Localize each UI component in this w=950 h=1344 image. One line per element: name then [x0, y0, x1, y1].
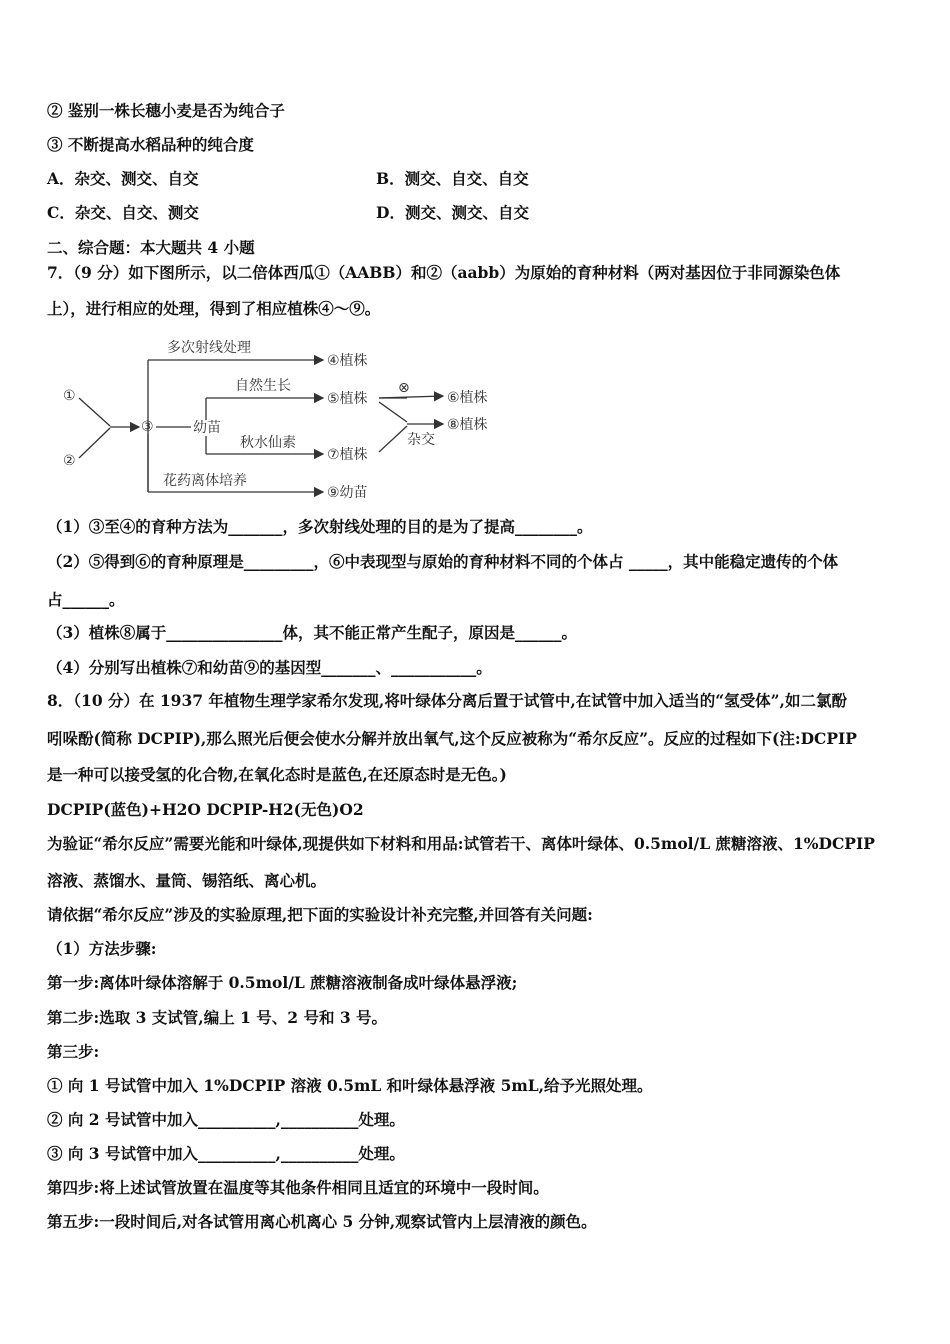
cross-from-7	[379, 426, 407, 452]
plant-4: ④植株	[327, 353, 368, 369]
plant-6: ⑥植株	[447, 390, 488, 406]
q8-step2: 第二步:选取 3 支试管,编上 1 号、2 号和 3 号。	[47, 1008, 388, 1027]
anther-label: 花药离体培养	[163, 473, 247, 489]
q8-step3-3: ③ 向 3 号试管中加入__________,__________处理。	[47, 1144, 405, 1163]
q8-step3: 第三步:	[47, 1042, 100, 1061]
q7-sub1: （1）③至④的育种方法为_______，多次射线处理的目的是为了提高________。	[47, 517, 593, 536]
plant-7: ⑦植株	[327, 447, 368, 463]
link-2	[79, 428, 110, 458]
q8-method-heading: （1）方法步骤:	[47, 939, 157, 958]
seedling-9: ⑨幼苗	[327, 485, 368, 501]
cross-from-5	[379, 402, 407, 422]
node-2: ②	[63, 453, 76, 469]
option-d: D．测交、测交、自交	[376, 203, 529, 222]
natural-label: 自然生长	[235, 378, 291, 394]
q7-sub2a: （2）⑤得到⑥的育种原理是_________，⑥中表现型与原始的育种材料不同的个体占 _____，其中能稳定遗传的个体	[47, 552, 839, 571]
q8-instruction: 请依据“希尔反应”涉及的实验原理,把下面的实验设计补充完整,并回答有关问题:	[47, 905, 593, 924]
q8-materials-1: 为验证“希尔反应”需要光能和叶绿体,现提供如下材料和用品:试管若干、离体叶绿体、0.5mol/L 蔗糖溶液、1%DCPIP	[47, 834, 875, 853]
link-1	[79, 398, 110, 426]
option-c: C．杂交、自交、测交	[47, 203, 199, 222]
plant-8: ⑧植株	[447, 417, 488, 433]
q7-stem-line1: 7．（9 分）如下图所示，以二倍体西瓜①（AABB）和②（aabb）为原始的育种材料（两对基因位于非同源染色体	[47, 263, 841, 282]
breeding-diagram	[55, 330, 515, 510]
q8-equation: DCPIP(蓝色)+H2O DCPIP-H2(无色)O2	[47, 800, 364, 819]
q7-stem-line2: 上），进行相应的处理，得到了相应植株④～⑨。	[47, 299, 381, 318]
q7-sub3: （3）植株⑧属于_______________体，其不能正常产生配子，原因是______。	[47, 623, 578, 642]
q8-step3-1: ① 向 1 号试管中加入 1%DCPIP 溶液 0.5mL 和叶绿体悬浮液 5mL,给予光照处理。	[47, 1076, 653, 1095]
seedling-label: 幼苗	[193, 420, 221, 436]
q8-materials-2: 溶液、蒸馏水、量筒、锡箔纸、离心机。	[47, 871, 327, 890]
q8-step1: 第一步:离体叶绿体溶解于 0.5mol/L 蔗糖溶液制备成叶绿体悬浮液;	[47, 973, 518, 992]
q8-step5: 第五步:一段时间后,对各试管用离心机离心 5 分钟,观察试管内上层清液的颜色。	[47, 1212, 597, 1231]
branch-top-label: 多次射线处理	[167, 340, 251, 356]
q7-sub4: （4）分别写出植株⑦和幼苗⑨的基因型_______、___________。	[47, 658, 492, 677]
item-2: ② 鉴别一株长穗小麦是否为纯合子	[47, 101, 285, 120]
section-heading: 二、综合题：本大题共 4 小题	[47, 238, 255, 257]
to-6	[379, 396, 443, 398]
q8-stem-line3: 是一种可以接受氢的化合物,在氧化态时是蓝色,在还原态时是无色。)	[47, 765, 507, 784]
q7-sub2b: 占______。	[47, 590, 125, 609]
option-b: B．测交、自交、自交	[376, 169, 529, 188]
q8-stem-line2: 吲哚酚(简称 DCPIP),那么照光后便会使水分解并放出氧气,这个反应被称为“希尔反应”。反应的过程如下(注:DCPIP	[47, 729, 857, 748]
q8-step4: 第四步:将上述试管放置在温度等其他条件相同且适宜的环境中一段时间。	[47, 1178, 549, 1197]
cross-label: 杂交	[407, 432, 435, 448]
q8-step3-2: ② 向 2 号试管中加入__________,__________处理。	[47, 1110, 405, 1129]
option-a: A．杂交、测交、自交	[47, 169, 199, 188]
colch-label: 秋水仙素	[240, 435, 296, 451]
item-3: ③ 不断提高水稻品种的纯合度	[47, 135, 254, 154]
node-1: ①	[63, 388, 76, 404]
plant-5: ⑤植株	[327, 391, 368, 407]
node-3: ③	[141, 419, 154, 435]
selfing-symbol: ⊗	[398, 380, 410, 396]
q8-stem-line1: 8．（10 分）在 1937 年植物生理学家希尔发现,将叶绿体分离后置于试管中,在试管中加入适当的“氢受体”,如二氯酚	[47, 691, 847, 710]
